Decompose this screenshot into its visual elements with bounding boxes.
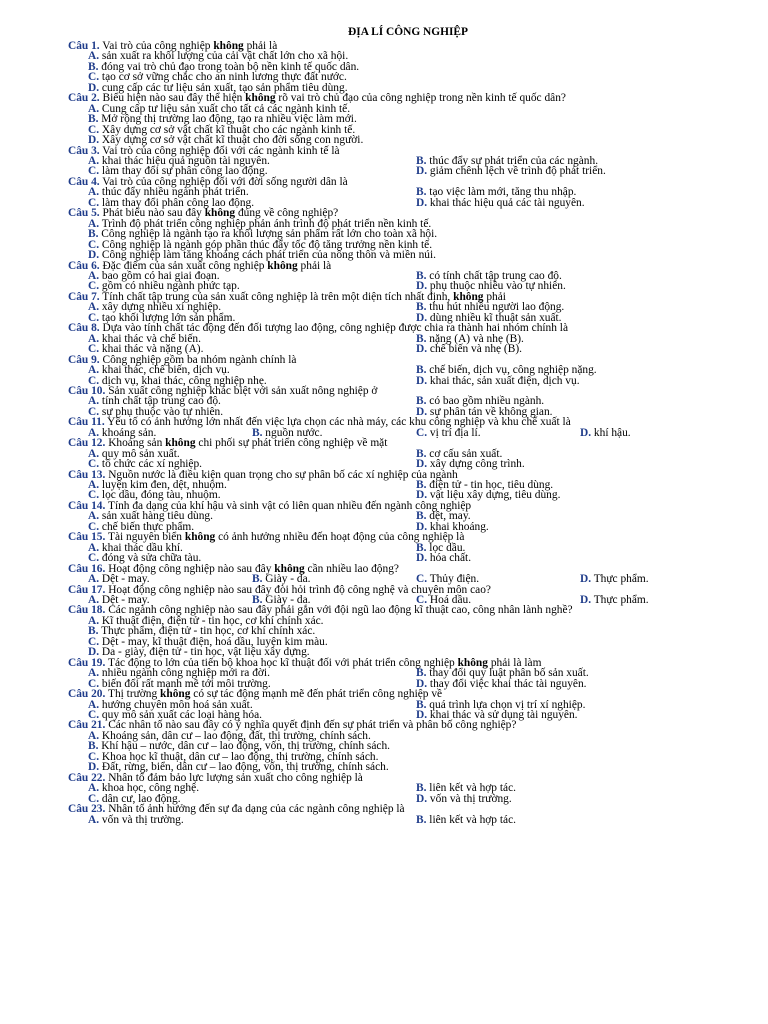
question-text-end: có sự tác động mạnh mẽ đến phát triển công nghiệp về [190, 688, 443, 701]
answer-option [416, 344, 522, 354]
answer-letter: B. [88, 113, 99, 126]
question-keyword: không [267, 259, 298, 272]
answer-letter: B. [416, 698, 427, 711]
answer-text: chế biến và nhẹ (B). [427, 343, 522, 356]
answer-letter: D. [88, 81, 100, 94]
answer-letter: D. [88, 134, 100, 147]
answer-option [416, 198, 585, 208]
answer-letter: A. [88, 301, 100, 314]
answer-text: dịch vụ, khai thác, công nghiệp nhẹ. [99, 374, 267, 387]
answer-text: Thực phẩm. [591, 573, 649, 586]
answer-text: tính chất tập trung cao độ. [99, 395, 221, 408]
answer-text: điện tử - tin học, tiêu dùng. [426, 479, 554, 492]
answer-text: sản xuất ra khối lượng của cải vật chất lớn cho xã hội. [99, 50, 349, 63]
answer-letter: C. [88, 635, 100, 648]
answer-text: làm thay đổi phân công lao động. [99, 196, 255, 209]
answer-text: Đất, rừng, biển, dân cư – lao động, vốn, thị trường, chính sách. [99, 761, 389, 774]
question-number: Câu 20. [68, 688, 106, 701]
question-number: Câu 12. [68, 437, 106, 450]
question-text-end: có ảnh hưởng nhiều đến hoạt động của công nghiệp là [215, 531, 465, 544]
answer-letter: D. [88, 249, 100, 262]
answer-text: khai thác và sử dụng tài nguyên. [427, 709, 578, 721]
answer-text: vốn và thị trường. [427, 792, 512, 805]
answer-text: khai thác hiệu quả các tài nguyên. [427, 196, 585, 209]
answer-letter: B. [88, 625, 99, 638]
answer-letter: C. [88, 405, 100, 418]
question-block [68, 417, 748, 438]
answer-text: thay đổi quy luật phân bố sản xuất. [426, 667, 589, 680]
answer-text: liên kết và hợp tác. [426, 782, 516, 795]
answer-text: dệt, may. [426, 510, 471, 523]
answer-letter: B. [416, 154, 427, 167]
answer-letter: A. [88, 269, 100, 282]
answer-letter: B. [88, 228, 99, 241]
answer-text: Công nghiệp là ngành góp phần thúc đẩy tốc độ tăng trưởng nền kinh tế. [99, 238, 433, 251]
answer-letter: B. [416, 541, 427, 554]
question-text: Công nghiệp gồm ba nhóm ngành chính là [99, 353, 297, 366]
question-text: Nhân tố đảm bảo lực lượng sản xuất cho công nghiệp là [105, 771, 363, 784]
question-text: Nguồn nước là điều kiện quan trọng cho sự phân bố các xí nghiệp của ngành [105, 468, 458, 481]
answer-text: sự phụ thuộc vào tự nhiên. [99, 405, 224, 418]
answer-letter: A. [88, 614, 100, 627]
answer-letter: C. [88, 750, 100, 763]
answer-letter: A. [88, 447, 100, 460]
answer-letter: A. [88, 594, 100, 607]
answer-letter: A. [88, 102, 100, 115]
question-text-end: phải là [243, 40, 278, 52]
answer-option [416, 166, 606, 176]
answer-letter: C. [88, 123, 100, 136]
answer-text: bao gồm có hai giai đoạn. [99, 269, 220, 282]
answer-text: chế biến, dịch vụ, công nghiệp nặng. [426, 364, 597, 377]
answer-letter: D. [416, 677, 428, 690]
answer-letter: D. [416, 311, 428, 324]
answer-text: Hoá dầu. [427, 594, 472, 607]
answer-text: tạo cơ sở vững chắc cho an ninh lương thực đất nước. [99, 71, 347, 84]
question-block [68, 564, 748, 585]
question-block [68, 177, 748, 208]
question-block [68, 720, 748, 772]
question-number: Câu 18. [68, 604, 106, 617]
question-keyword: không [274, 562, 305, 575]
question-keyword: không [245, 92, 276, 105]
question-text: Sản xuất công nghiệp khác biệt với sản xuất nông nghiệp ở [105, 384, 378, 397]
answer-text: Giày - da. [262, 594, 311, 607]
answer-text: nặng (A) và nhẹ (B). [426, 332, 524, 345]
answer-text: thu hút nhiều người lao động. [426, 301, 565, 314]
answer-letter: D. [416, 489, 428, 502]
answer-option [88, 815, 416, 825]
answer-text: khoáng sản. [99, 426, 157, 439]
question-keyword: không [204, 207, 236, 220]
answer-letter: B. [88, 740, 99, 753]
answer-letter: C. [416, 573, 428, 586]
answer-letter: A. [88, 217, 100, 230]
question-number: Câu 15. [68, 531, 106, 544]
answer-letter: A. [88, 186, 100, 199]
answer-text: dân cư, lao động. [99, 792, 181, 805]
answer-letter: B. [416, 813, 427, 826]
answer-letter: A. [88, 364, 100, 377]
question-text-end: phải [483, 290, 506, 303]
answer-text: đóng và sửa chữa tàu. [99, 552, 202, 565]
question-keyword: không [457, 656, 488, 669]
question-number: Câu 10. [68, 384, 106, 397]
question-number: Câu 11. [68, 416, 105, 429]
question-number: Câu 16. [68, 562, 106, 575]
answer-letter: A. [88, 332, 100, 345]
answer-text: cung cấp các tư liệu sản xuất, tạo sản phẩm tiêu dùng. [99, 81, 348, 94]
answer-letter: B. [252, 573, 263, 586]
question-number: Câu 19. [68, 656, 106, 669]
answer-letter: C. [88, 677, 100, 690]
question-list [68, 41, 748, 825]
question-text: Đặc điểm của sản xuất công nghiệp [99, 259, 268, 272]
answer-letter: A. [88, 154, 100, 167]
answer-letter: A. [88, 782, 100, 795]
answer-text: thúc đẩy sự phát triển của các ngành. [426, 154, 599, 167]
answer-text: lọc dầu, đóng tàu, nhuộm. [99, 489, 221, 502]
answer-text: Kĩ thuật điện, điện tử - tin học, cơ khí chính xác. [99, 614, 324, 627]
answer-text: hướng chuyên môn hoá sản xuất. [99, 698, 253, 711]
answer-letter: A. [88, 541, 100, 554]
answer-letter: B. [416, 479, 427, 492]
answer-letter: B. [416, 364, 427, 377]
question-block [68, 773, 748, 804]
question-block [68, 804, 748, 825]
answer-letter: C. [88, 458, 100, 471]
answer-text: Thực phẩm, điện tử - tin học, cơ khí chính xác. [98, 625, 316, 638]
answer-letter: B. [88, 60, 99, 73]
question-number: Câu 17. [68, 583, 106, 596]
answer-letter: C. [88, 196, 100, 209]
answer-letter: A. [88, 667, 100, 680]
answer-letter: A. [88, 510, 100, 523]
question-text: Thị trường [105, 688, 161, 701]
question-text: Phát biểu nào sau đây [99, 207, 205, 220]
answer-text: liên kết và hợp tác. [426, 813, 516, 826]
answer-letter: D. [416, 374, 428, 387]
question-text: Các ngành công nghiệp nào sau đây phải gắn với đội ngũ lao động kĩ thuật cao, công nhân lành nghề? [105, 604, 573, 617]
answer-text: quá trình lựa chọn vị trí xí nghiệp. [426, 698, 586, 711]
answer-text: đóng vai trò chủ đạo trong toàn bộ nền kinh tế quốc dân. [98, 60, 360, 73]
answer-text: có bao gồm nhiều ngành. [426, 395, 545, 408]
answer-letter: B. [252, 426, 263, 439]
question-block [68, 501, 748, 532]
answer-letter: B. [252, 594, 263, 607]
question-text: Dựa vào tính chất tác động đến đối tượng lao động, công nghiệp được chia ra thành hai nhóm chính là [99, 322, 569, 335]
answer-letter: A. [88, 813, 100, 826]
question-text: Vai trò của công nghiệp đối với các ngành kinh tế là [99, 144, 340, 157]
question-number: Câu 21. [68, 719, 106, 732]
answer-text: khai thác và nặng (A). [99, 343, 204, 356]
answer-option [416, 815, 516, 825]
answer-text: có tính chất tập trung cao độ. [426, 269, 562, 282]
question-keyword: không [165, 437, 196, 450]
answer-text: Thủy điện. [427, 573, 480, 586]
question-number: Câu 8. [68, 322, 100, 335]
question-number: Câu 22. [68, 771, 106, 784]
answer-letter: D. [580, 426, 592, 439]
answer-text: thúc đẩy nhiều ngành phát triển. [99, 186, 249, 199]
answer-text: Xây dựng cơ sở vật chất kĩ thuật cho các ngành kinh tế. [99, 123, 356, 136]
answer-letter: C. [88, 280, 100, 293]
answer-letter: B. [416, 782, 427, 795]
answer-text: Da - giày, điện tử - tin học, vật liệu xây dựng. [99, 646, 310, 659]
answer-letter: D. [416, 280, 428, 293]
question-text: Vai trò của công nghiệp [99, 40, 214, 52]
question-number: Câu 7. [68, 290, 100, 303]
answer-text: biến đổi rất mạnh mẽ tới môi trường. [99, 677, 271, 690]
question-block [68, 438, 748, 469]
question-text: Tác động to lớn của tiến bộ khoa học kĩ thuật đối với phát triển công nghiệp [105, 656, 458, 669]
question-number: Câu 2. [68, 92, 100, 105]
answer-text: khai thác hiệu quả nguồn tài nguyên. [99, 154, 270, 167]
answer-text: vị trí địa lí. [427, 426, 481, 439]
question-block [68, 532, 748, 563]
answer-text: gồm có nhiều ngành phức tạp. [99, 280, 240, 293]
question-text: Tài nguyên biển [105, 531, 185, 544]
answer-letter: D. [88, 761, 100, 774]
answer-letter: C. [88, 165, 100, 178]
question-block [68, 689, 748, 720]
question-number: Câu 1. [68, 40, 100, 52]
answer-text: khai thác và chế biến. [99, 332, 201, 345]
answer-text: tổ chức các xí nghiệp. [99, 458, 203, 471]
question-block [68, 146, 748, 177]
question-number: Câu 13. [68, 468, 106, 481]
answer-letter: C. [416, 426, 428, 439]
answer-letter: B. [416, 186, 427, 199]
answer-text: cơ cấu sản xuất. [426, 447, 503, 460]
answer-letter: A. [88, 729, 100, 742]
answer-option [416, 553, 471, 563]
answer-letter: B. [416, 447, 427, 460]
answer-option [416, 376, 580, 386]
answer-letter: D. [580, 594, 592, 607]
question-keyword: không [160, 688, 191, 701]
answer-letter: D. [416, 405, 428, 418]
question-number: Câu 23. [68, 803, 106, 816]
question-block [68, 292, 748, 323]
question-text: Nhân tố ảnh hưởng đến sự đa dạng của các ngành công nghiệp là [105, 803, 405, 816]
answer-letter: B. [416, 301, 427, 314]
answer-letter: B. [416, 269, 427, 282]
answer-text: xây dựng công trình. [427, 458, 525, 471]
answer-text: Giày - da. [262, 573, 311, 586]
answer-option [416, 428, 580, 438]
answer-letter: A. [88, 426, 100, 439]
answer-letter: D. [416, 552, 428, 565]
answer-letter: C. [88, 311, 100, 324]
answer-letter: C. [416, 594, 428, 607]
question-text: Hoạt động công nghiệp nào sau đây đòi hỏi trình độ công nghệ và chuyên môn cao? [105, 583, 491, 596]
answer-text: thay đổi việc khai thác tài nguyên. [427, 677, 587, 690]
answer-text: khoa học, công nghệ. [99, 782, 200, 795]
answer-letter: B. [416, 510, 427, 523]
answer-letter: A. [88, 395, 100, 408]
answer-letter: C. [88, 552, 100, 565]
question-number: Câu 14. [68, 499, 106, 512]
question-block [68, 93, 748, 145]
question-block [68, 41, 748, 93]
answer-text: Khoáng sản, dân cư – lao động, đất, thị trường, chính sách. [99, 729, 371, 742]
question-stem [68, 417, 748, 427]
answer-letter: C. [88, 238, 100, 251]
answer-letter: A. [88, 573, 100, 586]
question-text-end: phải là [297, 259, 332, 272]
answer-letter: D. [416, 709, 428, 721]
answer-text: sự phân tán về không gian. [427, 405, 553, 418]
answer-letter: B. [416, 395, 427, 408]
question-block [68, 605, 748, 657]
answer-letter: A. [88, 50, 100, 63]
question-text: Yếu tố có ảnh hưởng lớn nhất đến việc lựa chọn các nhà máy, các khu công nghiệp và khu chế xuất là [104, 416, 571, 429]
answer-text: khai khoáng. [427, 520, 489, 533]
answer-letter: C. [88, 709, 100, 721]
answer-text: sản xuất hàng tiêu dùng. [99, 510, 213, 523]
question-text-end: cần nhiều lao động? [304, 562, 399, 575]
answer-text: Mở rộng thị trường lao động, tạo ra nhiều việc làm mới. [98, 113, 357, 126]
answer-text: Công nghiệp làm tăng khoảng cách phát triển của nông thôn và miền núi. [99, 249, 436, 262]
question-block [68, 386, 748, 417]
question-text: Các nhân tố nào sau đây có ý nghĩa quyết định đến sự phát triển và phân bố công nghiệp? [105, 719, 517, 732]
answer-letter: C. [88, 374, 100, 387]
answer-letter: C. [88, 792, 100, 805]
answer-text: hóa chất. [427, 552, 472, 565]
answer-option [580, 574, 649, 584]
answer-text: chế biến thực phẩm. [99, 520, 195, 533]
answer-text: quy mô sản xuất các loại hàng hóa. [99, 709, 262, 721]
answer-text: tạo khối lượng lớn sản phẩm. [99, 311, 236, 324]
question-number: Câu 4. [68, 175, 100, 188]
answer-text: khai thác, chế biến, dịch vụ. [99, 364, 230, 377]
answer-option [580, 428, 631, 438]
question-block [68, 585, 748, 606]
question-text: Hoạt động công nghiệp nào sau đây [105, 562, 275, 575]
answer-text: dùng nhiều kĩ thuật sản xuất. [427, 311, 562, 324]
answer-text: Dệt - may. [99, 594, 150, 607]
answer-text: giảm chênh lệch về trình độ phát triển. [427, 165, 606, 178]
answer-text: phụ thuộc nhiều vào tự nhiên. [427, 280, 566, 293]
answer-letter: D. [416, 458, 428, 471]
question-number: Câu 6. [68, 259, 100, 272]
answer-text: Xây dựng cơ sở vật chất kĩ thuật cho đời sống con người. [99, 134, 364, 147]
answer-letter: D. [416, 165, 428, 178]
answer-text: Công nghiệp là ngành tạo ra khối lượng sản phẩm rất lớn cho toàn xã hội. [98, 228, 438, 241]
answer-letter: D. [88, 646, 100, 659]
question-text-end: phải là làm [487, 656, 542, 669]
question-block [68, 208, 748, 260]
answer-letter: B. [416, 667, 427, 680]
question-keyword: không [453, 290, 484, 303]
answer-text: luyện kim đen, dệt, nhuộm. [99, 479, 227, 492]
question-text: Tính đa dạng của khí hậu và sinh vật có liên quan nhiều đến ngành công nghiệp [105, 499, 472, 512]
question-text-end: rõ vai trò chủ đạo của công nghiệp trong nền kinh tế quốc dân? [275, 92, 566, 105]
answer-option [416, 794, 512, 804]
question-number: Câu 3. [68, 144, 100, 157]
answer-letter: A. [88, 479, 100, 492]
answer-text: nhiều ngành công nghiệp mới ra đời. [99, 667, 270, 680]
answer-text: xây dựng nhiều xí nghiệp. [99, 301, 222, 314]
question-block [68, 261, 748, 292]
question-number: Câu 9. [68, 353, 100, 366]
answer-text: lọc dầu. [426, 541, 466, 554]
answer-text: Trình độ phát triển công nghiệp phản ánh trình độ phát triển nền kinh tế. [99, 217, 432, 230]
answer-letter: D. [416, 792, 428, 805]
question-block [68, 323, 748, 354]
answer-letter: D. [580, 573, 592, 586]
question-text: Khoáng sản [105, 437, 166, 450]
answer-text: tạo việc làm mới, tăng thu nhập. [426, 186, 577, 199]
answer-letter: D. [416, 520, 428, 533]
question-keyword: không [213, 40, 244, 52]
question-text-end: chi phối sự phát triển công nghiệp về mặt [195, 437, 388, 450]
answer-text: Khí hậu – nước, dân cư – lao động, vốn, thị trường, chính sách. [98, 740, 391, 753]
answer-letter: D. [416, 196, 428, 209]
answer-letter: A. [88, 698, 100, 711]
answer-text: khai thác, sản xuất điện, dịch vụ. [427, 374, 580, 387]
answer-text: khai thác dầu khí. [99, 541, 183, 554]
answer-letter: C. [88, 343, 100, 356]
question-keyword: không [184, 531, 216, 544]
answer-text: quy mô sản xuất. [99, 447, 180, 460]
question-block [68, 470, 748, 501]
answer-letter: D. [416, 343, 428, 356]
question-text: Biểu hiện nào sau đây thể hiện [99, 92, 246, 105]
answer-text: nguồn nước. [262, 426, 323, 439]
answer-text: Cung cấp tư liệu sản xuất cho tất cả các ngành kinh tế. [99, 102, 351, 115]
answer-text: Dệt - may. [99, 573, 150, 586]
question-text: Tính chất tập trung của sản xuất công nghiệp là trên một diện tích nhất định, [99, 290, 454, 303]
question-number: Câu 5. [68, 207, 100, 220]
answer-text: vật liệu xây dựng, tiêu dùng. [427, 489, 561, 502]
answer-text: Khoa học kĩ thuật, dân cư – lao động, thị trường, chính sách. [99, 750, 379, 763]
answer-letter: C. [88, 71, 100, 84]
answer-text: Dệt - may, kĩ thuật điện, hoá dầu, luyện kim màu. [99, 635, 328, 648]
answer-letter: C. [88, 520, 100, 533]
page-title: ĐỊA LÍ CÔNG NGHIỆP [348, 26, 468, 38]
question-block [68, 355, 748, 386]
answer-text: làm thay đổi sự phân công lao động. [99, 165, 268, 178]
question-block [68, 658, 748, 689]
question-text-end: đúng về công nghiệp? [235, 207, 339, 220]
answer-text: vốn và thị trường. [99, 813, 184, 826]
answer-text: Thực phẩm. [591, 594, 649, 607]
answer-letter: C. [88, 489, 100, 502]
answer-text: khí hậu. [591, 426, 631, 439]
answer-option [580, 595, 649, 605]
question-text: Vai trò của công nghiệp đối với đời sống người dân là [99, 175, 348, 188]
answer-letter: B. [416, 332, 427, 345]
